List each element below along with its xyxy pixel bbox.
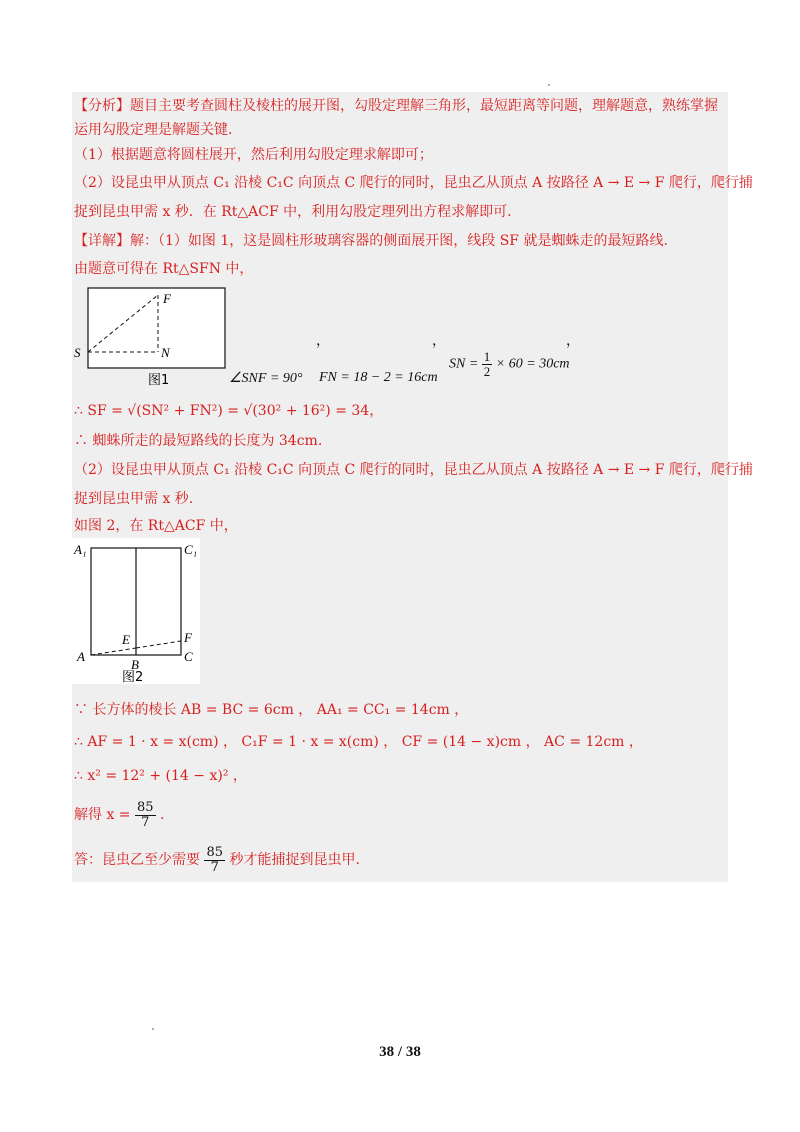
- line-sf: ∴ SF = √(SN² + FN²) = √(30² + 16²) = 34，: [74, 403, 384, 419]
- fig1-caption: 图1: [148, 373, 170, 388]
- figure-2: [72, 538, 202, 686]
- figure-1: [72, 285, 232, 390]
- line-length: ∴ 蜘蛛所走的最短路线的长度为 34cm.: [74, 433, 323, 449]
- scan-dot-top: [548, 84, 550, 86]
- fig2-label-c: C: [184, 649, 193, 664]
- solve-prefix: 解得 x =: [74, 807, 131, 823]
- fig2-label-f: F: [184, 630, 192, 645]
- fig2-label-a1: A₁: [74, 542, 87, 557]
- answer-denominator: 7: [210, 859, 219, 875]
- eq-fn: FN = 18 − 2 = 16cm: [319, 370, 438, 385]
- fig2-caption: 图2: [122, 670, 144, 685]
- fig2-label-c1: C₁: [184, 542, 198, 557]
- comma-1: ，: [316, 334, 330, 349]
- fig2-label-e: E: [122, 632, 130, 647]
- answer-suffix: 秒才能捕捉到昆虫甲.: [229, 852, 360, 868]
- fig2-label-a: A: [77, 649, 85, 664]
- comma-2: ，: [432, 334, 446, 349]
- page-number: 38 / 38: [379, 1044, 421, 1060]
- eq-sn-denominator: 2: [483, 364, 491, 379]
- solve-numerator: 85: [136, 799, 154, 815]
- fig1-label-f: F: [163, 291, 171, 306]
- eq-sn-left: SN =: [449, 356, 479, 372]
- fig1-label-n: N: [161, 345, 170, 360]
- line-answer: [74, 845, 360, 875]
- eq-angle-snf: ∠SNF = 90°: [229, 371, 303, 386]
- scan-dot-bottom: [152, 1028, 154, 1030]
- line-af-values: ∴ AF = 1 · x = x(cm) ， C₁F = 1 · x = x(cm) ， CF = (14 − x)cm ， AC = 12cm ，: [74, 734, 643, 750]
- analysis-line-1: 【分析】题目主要考查圆柱及棱柱的展开图，勾股定理解三角形，最短距离等问题，理解题意，熟练掌握: [74, 98, 718, 114]
- analysis-line-5: 捉到昆虫甲需 x 秒．在 Rt△ACF 中，利用勾股定理列出方程求解即可.: [74, 204, 512, 220]
- solve-suffix: .: [159, 807, 165, 823]
- eq-sn-right: × 60 = 30cm: [495, 356, 570, 372]
- analysis-line-2: 运用勾股定理是解题关键.: [74, 122, 233, 138]
- answer-fraction: [204, 846, 225, 875]
- line-equation: ∴ x² = 12² + (14 − x)² ，: [74, 768, 247, 784]
- line-solve: [74, 800, 164, 830]
- detail-line-2: 由题意可得在 Rt△SFN 中，: [74, 261, 254, 277]
- eq-sn-numerator: 1: [483, 349, 491, 364]
- eq-sn: [449, 350, 570, 379]
- line-part2-b: 捉到昆虫甲需 x 秒.: [74, 491, 194, 507]
- line-part2-a: （2）设昆虫甲从顶点 C₁ 沿棱 C₁C 向顶点 C 爬行的同时，昆虫乙从顶点 A 按路径 A → E → F 爬行，爬行捕: [74, 462, 753, 478]
- fig2-label-b: B: [131, 657, 139, 672]
- fig1-label-s: S: [74, 345, 81, 360]
- answer-prefix: 答：昆虫乙至少需要: [74, 852, 200, 868]
- analysis-line-4: （2）设昆虫甲从顶点 C₁ 沿棱 C₁C 向顶点 C 爬行的同时，昆虫乙从顶点 A 按路径 A → E → F 爬行，爬行捕: [74, 175, 753, 191]
- analysis-line-3: （1）根据题意将圆柱展开，然后利用勾股定理求解即可；: [74, 147, 433, 163]
- detail-line-1: 【详解】解：（1）如图 1，这是圆柱形玻璃容器的侧面展开图，线段 SF 就是蜘蛛走的最短路线.: [74, 233, 668, 249]
- line-edge-lengths: ∵ 长方体的棱长 AB = BC = 6cm ， AA₁ = CC₁ = 14cm ，: [74, 702, 469, 718]
- comma-3: ，: [566, 334, 580, 349]
- line-figure-2-intro: 如图 2，在 Rt△ACF 中，: [74, 518, 238, 534]
- answer-numerator: 85: [206, 844, 223, 860]
- eq-sn-fraction: [482, 350, 493, 379]
- solve-fraction: [135, 801, 156, 830]
- solve-denominator: 7: [141, 814, 150, 830]
